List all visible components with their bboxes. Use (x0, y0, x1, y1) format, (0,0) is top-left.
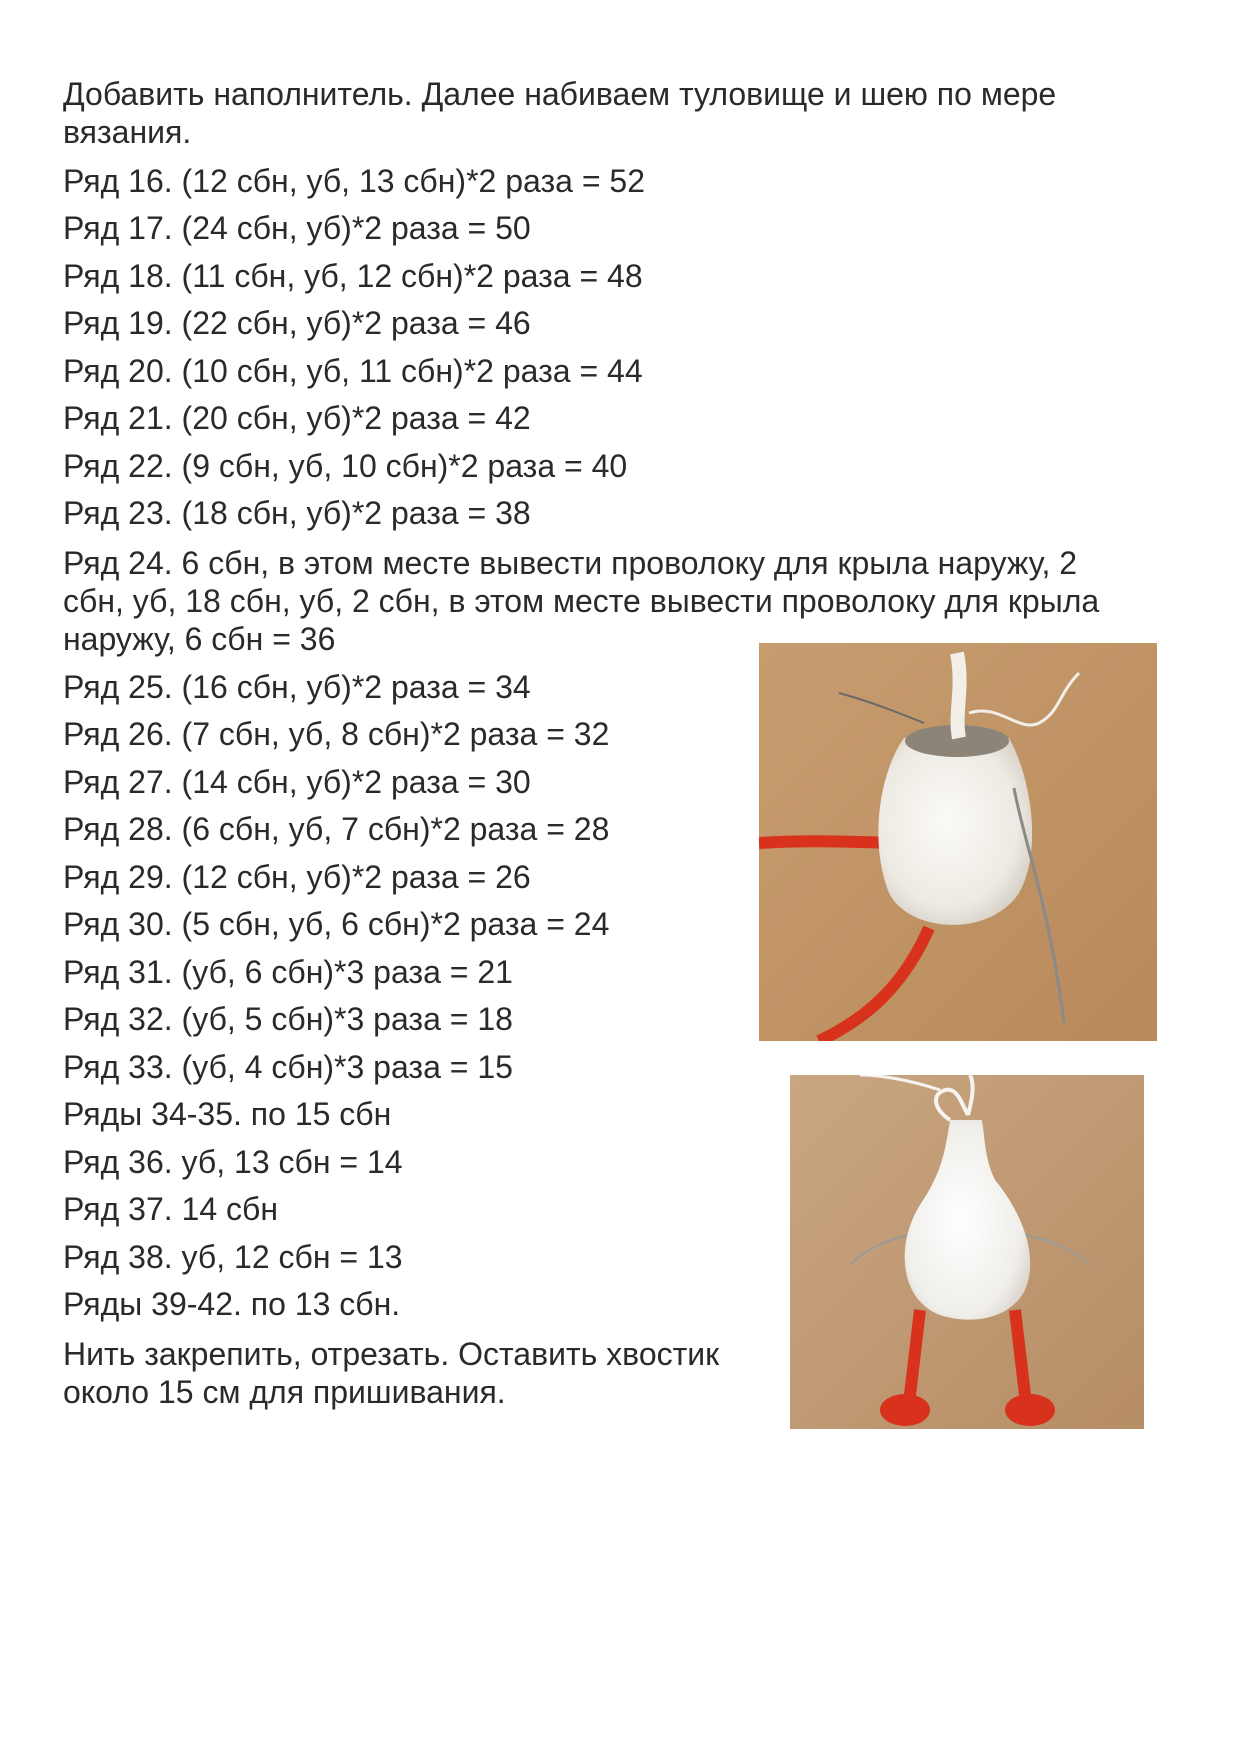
row-21: Ряд 21. (20 сбн, уб)*2 раза = 42 (63, 400, 531, 436)
row-30: Ряд 30. (5 сбн, уб, 6 сбн)*2 раза = 24 (63, 906, 610, 942)
outro-line-2: около 15 см для пришивания. (63, 1374, 506, 1410)
intro-line-1: Добавить наполнитель. Далее набиваем туловище и шею по мере (63, 76, 1057, 112)
row-17: Ряд 17. (24 сбн, уб)*2 раза = 50 (63, 210, 531, 246)
row-25: Ряд 25. (16 сбн, уб)*2 раза = 34 (63, 669, 531, 705)
row-33: Ряд 33. (уб, 4 сбн)*3 раза = 15 (63, 1049, 513, 1085)
neck-photo (790, 1075, 1144, 1429)
row-38: Ряд 38. уб, 12 сбн = 13 (63, 1239, 403, 1275)
row-22: Ряд 22. (9 сбн, уб, 10 сбн)*2 раза = 40 (63, 448, 628, 484)
row-23: Ряд 23. (18 сбн, уб)*2 раза = 38 (63, 495, 531, 531)
row-26: Ряд 26. (7 сбн, уб, 8 сбн)*2 раза = 32 (63, 716, 610, 752)
row-29: Ряд 29. (12 сбн, уб)*2 раза = 26 (63, 859, 531, 895)
row-28: Ряд 28. (6 сбн, уб, 7 сбн)*2 раза = 28 (63, 811, 610, 847)
row-19: Ряд 19. (22 сбн, уб)*2 раза = 46 (63, 305, 531, 341)
row-27: Ряд 27. (14 сбн, уб)*2 раза = 30 (63, 764, 531, 800)
row-37: Ряд 37. 14 сбн (63, 1191, 279, 1227)
row-36: Ряд 36. уб, 13 сбн = 14 (63, 1144, 403, 1180)
row-24-line-1: Ряд 24. 6 сбн, в этом месте вывести проволоку для крыла наружу, 2 (63, 545, 1078, 581)
row-24-line-2: сбн, уб, 18 сбн, уб, 2 сбн, в этом месте вывести проволоку для крыла (63, 583, 1100, 619)
intro-line-2: вязания. (63, 114, 192, 150)
row-31: Ряд 31. (уб, 6 сбн)*3 раза = 21 (63, 954, 513, 990)
rows-39-42: Ряды 39-42. по 13 сбн. (63, 1286, 401, 1322)
row-20: Ряд 20. (10 сбн, уб, 11 сбн)*2 раза = 44 (63, 353, 643, 389)
row-16: Ряд 16. (12 сбн, уб, 13 сбн)*2 раза = 52 (63, 163, 645, 199)
row-18: Ряд 18. (11 сбн, уб, 12 сбн)*2 раза = 48 (63, 258, 643, 294)
outro-line-1: Нить закрепить, отрезать. Оставить хвостик (63, 1336, 720, 1372)
row-24-line-3: наружу, 6 сбн = 36 (63, 621, 336, 657)
row-32: Ряд 32. (уб, 5 сбн)*3 раза = 18 (63, 1001, 513, 1037)
body-photo (759, 643, 1157, 1041)
rows-34-35: Ряды 34-35. по 15 сбн (63, 1096, 392, 1132)
